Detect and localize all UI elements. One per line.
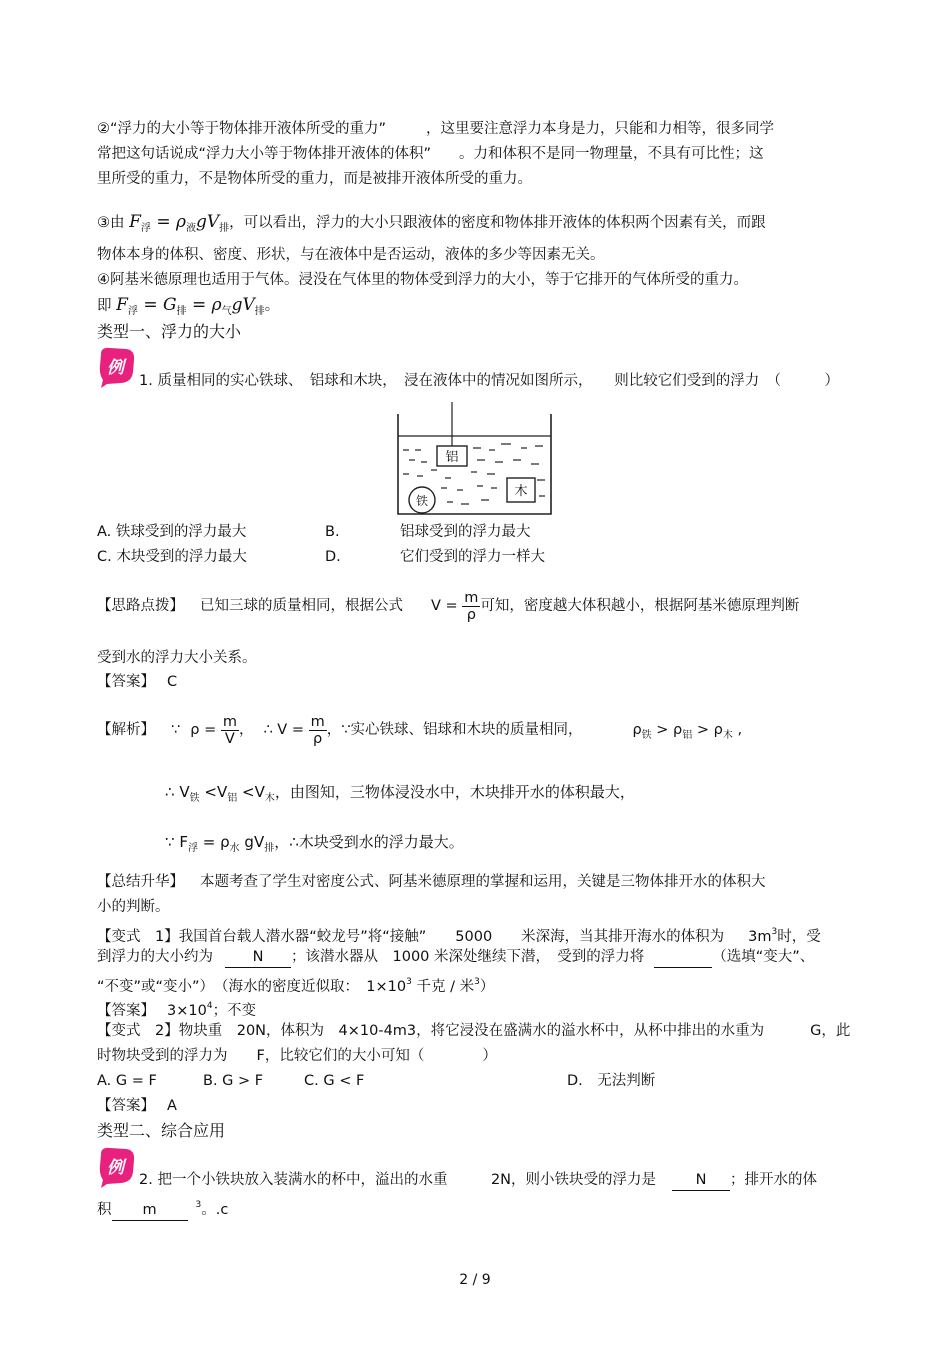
- formula-buoyancy: $F_浮 = \rho_液gV_排$: [129, 212, 230, 234]
- text: 。: [264, 298, 280, 314]
- formula-gas-buoyancy: $F_浮 = G_排 = \rho_气gV_排$: [116, 295, 265, 317]
- option-d: 它们受到的浮力一样大: [400, 549, 545, 565]
- variant-2-line-1: 【变式 2】物块重 20N，体积为 4×10-4m3，将它浸没在盛满水的溢水杯中，从杯中排出的水重为 G，此: [97, 1023, 851, 1039]
- section-heading-type2: 类型二、综合应用: [97, 1121, 226, 1140]
- text: ③由: [97, 215, 125, 231]
- answer-line: 【答案】 C: [97, 674, 178, 690]
- option-b-key: B.: [325, 524, 340, 540]
- option-a: A. 铁球受到的浮力最大: [97, 524, 247, 540]
- answer-blank: [654, 947, 712, 968]
- analysis-line-2: ∴ $V_铁 <V_铝 <V_木$，由图知，三物体浸没水中，木块排开水的体积最大，: [165, 783, 635, 804]
- hint-label: 【思路点拨】: [97, 598, 184, 614]
- immersion-diagram: [395, 400, 555, 518]
- variant-2-line-2: 时物块受到的浮力为 F，比较它们的大小可知（ ）: [97, 1048, 497, 1064]
- text-line: ④阿基米德原理也适用于气体。浸没在气体里的物体受到浮力的大小，等于它排开的气体所受的重力。: [97, 272, 748, 288]
- variant-2-answer: 【答案】 A: [97, 1098, 177, 1114]
- summary-line-1: 【总结升华】 本题考查了学生对密度公式、阿基米德原理的掌握和运用，关键是三物体排开水的体积大: [97, 874, 766, 890]
- section-heading-type1: 类型一、浮力的大小: [97, 322, 242, 341]
- text-line: 里所受的重力，不是物体所受的重力，而是被排开液体所受的重力。: [97, 171, 532, 187]
- text: 。力和体积不是同一物理量，不具有可比性；这: [459, 146, 764, 162]
- option-c: C. 木块受到的浮力最大: [97, 549, 247, 565]
- page-number: 2 / 9: [459, 1272, 491, 1288]
- label-iron: 铁: [415, 494, 429, 508]
- variant-1-line-3: “不变”或“变小”） （海水的密度近似取： $1\times 10^3$ 千克 / 米$^3$）: [97, 977, 495, 995]
- text-line: 物体本身的体积、密度、形状，与在液体中是否运动，液体的多少等因素无关。: [97, 247, 605, 263]
- text-line: [97, 119, 774, 139]
- variant-1-line-1: 【变式 1】我国首台载人潜水器“蛟龙号”将“接触” 5000 米深海，当其排开海水的体积为 $3m^3$时，受: [97, 927, 821, 945]
- variant-1-line-2: 到浮力的大小约为 N ；该潜水器从 1000 米深处继续下潜， 受到的浮力将 （选填“变大”、: [97, 947, 814, 968]
- formula-v-eq-m-over-rho: $\frac{m}{\rho}$: [464, 589, 479, 623]
- variant-1-answer: 【答案】 $3\times 10^4$；不变: [97, 1001, 257, 1019]
- option-b: 铝球受到的浮力最大: [400, 524, 531, 540]
- text: ，这里要注意浮力本身是力，只能和力相等，很多同学: [426, 121, 775, 137]
- question-2-line-2: 积 m $^3$。.c: [97, 1195, 228, 1221]
- analysis-line-1: 【解析】 ∵ ρ = $\frac{m}{V}$ ， ∴ V = $\frac{m}{\rho}$ ，∵实心铁球、铝球和木块的质量相同， $\rho_铁 > \rho_铝 > \rho_木$ ,: [97, 713, 743, 747]
- text-line: [97, 292, 279, 325]
- example-badge: 例: [97, 1146, 137, 1192]
- example-badge: 例: [97, 346, 137, 392]
- text: ，可以看出，浮力的大小只跟液体的密度和物体排开液体的体积两个因素有关，而跟: [229, 215, 766, 231]
- text-line: [97, 209, 766, 242]
- variant-2-option-b: B. G > F: [203, 1073, 264, 1089]
- analysis-label: 【解析】: [97, 722, 155, 738]
- question-1-text: 1. 质量相同的实心铁球、 铝球和木块， 浸在液体中的情况如图所示， 则比较它们受到的浮力 （ ）: [139, 373, 839, 389]
- summary-line-2: 小的判断。: [97, 899, 170, 915]
- variant-2-option-d: D. 无法判断: [567, 1073, 656, 1089]
- text: 即: [97, 298, 112, 314]
- variant-2-option-c: C. G < F: [304, 1073, 365, 1089]
- text-line: 受到水的浮力大小关系。: [97, 650, 257, 666]
- answer-blank: N: [672, 1170, 730, 1191]
- answer-blank: N: [225, 947, 291, 968]
- text: 常把这句话说成“浮力大小等于物体排开液体的体积”: [97, 146, 432, 162]
- summary-label: 【总结升华】: [97, 874, 184, 890]
- variant-2-option-a: A. G = F: [97, 1073, 157, 1089]
- label-aluminum: 铝: [445, 450, 459, 465]
- question-2-line-1: 2. 把一个小铁块放入装满水的杯中，溢出的水重 2N，则小铁块受的浮力是 N ；排开水的体: [139, 1170, 817, 1191]
- option-d-key: D.: [325, 549, 341, 565]
- answer-blank: m: [112, 1200, 188, 1221]
- label-wood: 木: [514, 484, 528, 499]
- hint-line: 【思路点拨】 已知三球的质量相同，根据公式 V = $\frac{m}{\rho}$ 可知，密度越大体积越小，根据阿基米德原理判断: [97, 589, 800, 623]
- text: ②“浮力的大小等于物体排开液体所受的重力”: [97, 121, 387, 137]
- analysis-line-3: ∵ $F_浮 = \rho_水$ $gV_排$，∴木块受到水的浮力最大。: [165, 833, 464, 854]
- text-line: [97, 144, 764, 164]
